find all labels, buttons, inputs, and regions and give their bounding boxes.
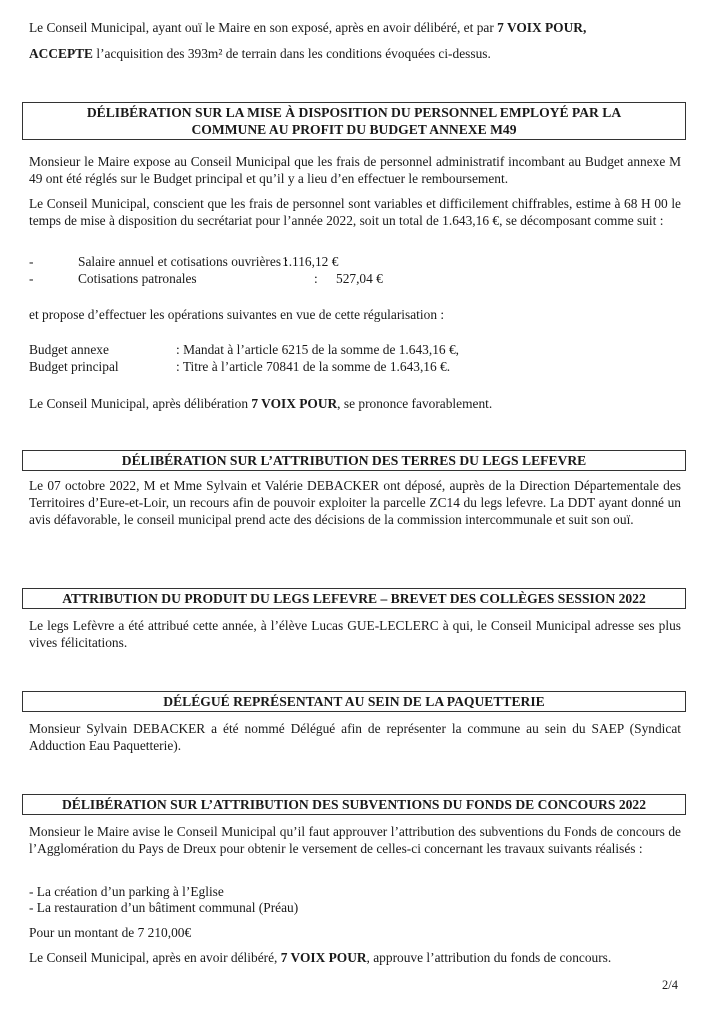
section-title-terres-legs	[22, 450, 686, 471]
section-title-line: DÉLÉGUÉ REPRÉSENTANT AU SEIN DE LA PAQUETTERIE	[163, 694, 545, 709]
section-title-produit-legs	[22, 588, 686, 609]
paragraph: Monsieur le Maire expose au Conseil Municipal que les frais de personnel administratif incombant au Budget annexe M 49 ont été réglés sur le Budget principal et qu’il y a lieu d’en effectuer le remboursement.	[29, 154, 681, 186]
section-title-personnel	[22, 102, 686, 140]
budget-name: Budget principal	[29, 359, 119, 374]
vote-text: Le Conseil Municipal, après délibération	[29, 396, 252, 411]
paragraph: Le 07 octobre 2022, M et Mme Sylvain et Valérie DEBACKER ont déposé, auprès de la Direction Départementale des Territoires d’Eure-et-Loir, un recours afin de pouvoir exploiter la parcelle ZC14 du legs lefevre. La DDT ayant donné un avis défavorable, le conseil municipal prend acte des décisions de la commission intercommunale et suit son ouï.	[29, 478, 681, 527]
paragraph: Le Conseil Municipal, conscient que les frais de personnel sont variables et difficilement chiffrables, estime à 68 H 00 le temps de mise à disposition du secrétariat pour l’année 2022, soit un total de 1.643,16 €, se décomposant comme suit :	[29, 196, 681, 228]
list-dash: -	[29, 254, 34, 269]
decision-keyword: ACCEPTE	[29, 46, 93, 61]
cost-label: Salaire annuel et cotisations ouvrières :	[78, 254, 289, 269]
cost-item	[29, 254, 629, 270]
cost-item	[29, 271, 629, 287]
vote-paragraph	[29, 949, 681, 966]
section-title-line: DÉLIBÉRATION SUR L’ATTRIBUTION DES TERRES DU LEGS LEFEVRE	[121, 453, 587, 468]
cost-value: 527,04 €	[336, 271, 383, 286]
intro-text: Le Conseil Municipal, ayant ouï le Maire en son exposé, après en avoir délibéré, et par	[29, 20, 498, 35]
budget-name: Budget annexe	[29, 342, 109, 357]
vote-result: 7 VOIX POUR	[251, 396, 338, 411]
section-title-fonds-concours	[22, 794, 686, 815]
section-title-line: DÉLIBÉRATION SUR LA MISE À DISPOSITION DU PERSONNEL EMPLOYÉ PAR LA	[86, 105, 622, 120]
section-title-delegue	[22, 691, 686, 712]
vote-paragraph	[29, 395, 681, 412]
intro-line-1	[29, 19, 681, 36]
cost-label: Cotisations patronales	[78, 271, 197, 286]
list-item: - La restauration d’un bâtiment communal (Préau)	[29, 900, 299, 915]
amount-line: Pour un montant de 7 210,00€	[29, 925, 192, 940]
intro-text: l’acquisition des 393m² de terrain dans les conditions évoquées ci-dessus.	[93, 46, 491, 61]
list-item: - La création d’un parking à l’Eglise	[29, 884, 224, 899]
paragraph: Le legs Lefèvre a été attribué cette année, à l’élève Lucas GUE-LECLERC à qui, le Conseil Municipal adresse ses plus vives félicitations.	[29, 618, 681, 650]
vote-text: , approuve l’attribution du fonds de concours.	[366, 950, 612, 965]
operation-detail: : Titre à l’article 70841 de la somme de 1.643,16 €.	[176, 359, 451, 374]
vote-result: 7 VOIX POUR	[280, 950, 367, 965]
page-number: 2/4	[662, 978, 678, 992]
vote-text: , se prononce favorablement.	[337, 396, 493, 411]
cost-value: 1.116,12 €	[282, 254, 339, 269]
intro-line-2	[29, 45, 681, 62]
operation-detail: : Mandat à l’article 6215 de la somme de 1.643,16 €,	[176, 342, 459, 357]
section-title-line: DÉLIBÉRATION SUR L’ATTRIBUTION DES SUBVENTIONS DU FONDS DE CONCOURS 2022	[61, 797, 647, 812]
list-dash: -	[29, 271, 34, 286]
cost-colon: :	[314, 271, 318, 286]
operation-row	[29, 342, 629, 358]
paragraph: Monsieur le Maire avise le Conseil Municipal qu’il faut approuver l’attribution des subventions du Fonds de concours de l’Agglomération du Pays de Dreux pour obtenir le versement de celles-ci concernant les travaux suivants réalisés :	[29, 824, 681, 856]
section-title-line: ATTRIBUTION DU PRODUIT DU LEGS LEFEVRE – BREVET DES COLLÈGES SESSION 2022	[62, 591, 646, 606]
vote-result: 7 VOIX POUR,	[497, 20, 587, 35]
paragraph: et propose d’effectuer les opérations suivantes en vue de cette régularisation :	[29, 307, 445, 322]
section-title-line: COMMUNE AU PROFIT DU BUDGET ANNEXE M49	[191, 122, 517, 137]
vote-text: Le Conseil Municipal, après en avoir délibéré,	[29, 950, 281, 965]
operation-row	[29, 359, 629, 375]
paragraph: Monsieur Sylvain DEBACKER a été nommé Délégué afin de représenter la commune au sein du SAEP (Syndicat Adduction Eau Paquetterie).	[29, 721, 681, 753]
